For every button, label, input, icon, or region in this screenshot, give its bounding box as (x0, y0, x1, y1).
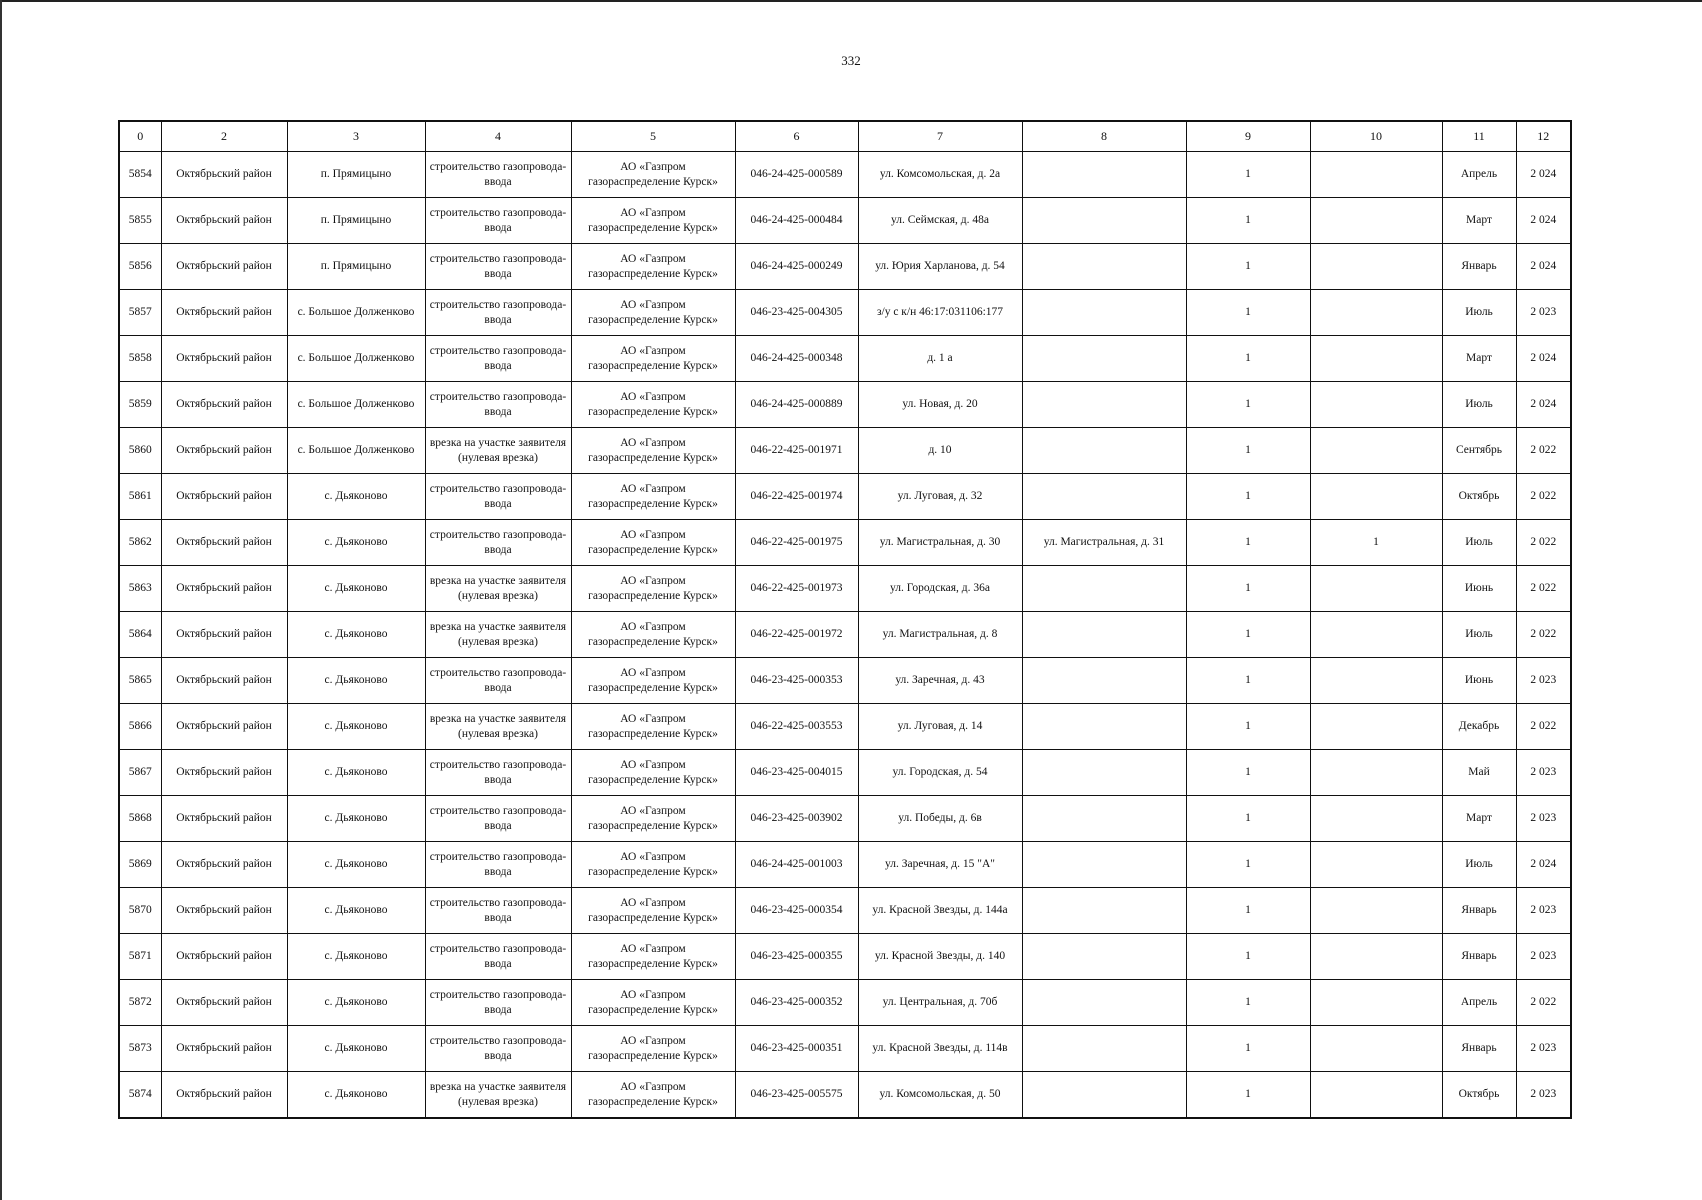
cell-number: 5856 (119, 244, 161, 290)
cell-application-id: 046-23-425-004305 (735, 290, 858, 336)
cell-count-extra: 1 (1310, 520, 1442, 566)
cell-month: Июль (1442, 612, 1516, 658)
cell-count-extra (1310, 152, 1442, 198)
cell-address-extra (1022, 1072, 1186, 1119)
cell-count: 1 (1186, 474, 1310, 520)
table-row (119, 566, 1571, 612)
cell-year: 2 023 (1516, 888, 1571, 934)
cell-application-id: 046-24-425-000348 (735, 336, 858, 382)
cell-organization: АО «Газпром газораспределение Курск» (571, 888, 735, 934)
cell-work-type: строительство газопровода-ввода (425, 842, 571, 888)
cell-number: 5862 (119, 520, 161, 566)
cell-settlement: с. Дьяконово (287, 520, 425, 566)
cell-settlement: с. Дьяконово (287, 842, 425, 888)
cell-month: Март (1442, 336, 1516, 382)
cell-address-extra (1022, 198, 1186, 244)
cell-district: Октябрьский район (161, 704, 287, 750)
cell-address: д. 1 а (858, 336, 1022, 382)
cell-address: з/у с к/н 46:17:031106:177 (858, 290, 1022, 336)
cell-organization: АО «Газпром газораспределение Курск» (571, 842, 735, 888)
cell-district: Октябрьский район (161, 566, 287, 612)
cell-work-type: строительство газопровода-ввода (425, 336, 571, 382)
register-table (118, 120, 1572, 1119)
cell-month: Январь (1442, 934, 1516, 980)
cell-count: 1 (1186, 888, 1310, 934)
cell-address: ул. Магистральная, д. 30 (858, 520, 1022, 566)
cell-address-extra: ул. Магистральная, д. 31 (1022, 520, 1186, 566)
cell-organization: АО «Газпром газораспределение Курск» (571, 382, 735, 428)
table-row (119, 474, 1571, 520)
cell-settlement: с. Дьяконово (287, 1072, 425, 1119)
cell-year: 2 022 (1516, 704, 1571, 750)
cell-settlement: с. Большое Долженково (287, 382, 425, 428)
cell-year: 2 023 (1516, 750, 1571, 796)
cell-count-extra (1310, 888, 1442, 934)
cell-application-id: 046-23-425-005575 (735, 1072, 858, 1119)
cell-month: Июль (1442, 382, 1516, 428)
column-header-col-settlement: 3 (287, 121, 425, 152)
cell-application-id: 046-22-425-001972 (735, 612, 858, 658)
cell-count-extra (1310, 1026, 1442, 1072)
cell-application-id: 046-23-425-000352 (735, 980, 858, 1026)
cell-application-id: 046-23-425-000353 (735, 658, 858, 704)
cell-district: Октябрьский район (161, 152, 287, 198)
cell-address: д. 10 (858, 428, 1022, 474)
cell-count: 1 (1186, 566, 1310, 612)
cell-organization: АО «Газпром газораспределение Курск» (571, 566, 735, 612)
cell-count-extra (1310, 198, 1442, 244)
cell-count: 1 (1186, 290, 1310, 336)
cell-organization: АО «Газпром газораспределение Курск» (571, 152, 735, 198)
cell-number: 5865 (119, 658, 161, 704)
cell-settlement: с. Дьяконово (287, 474, 425, 520)
cell-organization: АО «Газпром газораспределение Курск» (571, 704, 735, 750)
cell-address: ул. Красной Звезды, д. 140 (858, 934, 1022, 980)
cell-work-type: строительство газопровода-ввода (425, 152, 571, 198)
cell-address: ул. Центральная, д. 70б (858, 980, 1022, 1026)
cell-count-extra (1310, 842, 1442, 888)
cell-work-type: строительство газопровода-ввода (425, 382, 571, 428)
cell-work-type: строительство газопровода-ввода (425, 198, 571, 244)
column-header-col-month: 11 (1442, 121, 1516, 152)
cell-application-id: 046-22-425-001974 (735, 474, 858, 520)
cell-organization: АО «Газпром газораспределение Курск» (571, 428, 735, 474)
cell-district: Октябрьский район (161, 520, 287, 566)
table-row (119, 1072, 1571, 1119)
cell-settlement: с. Дьяконово (287, 658, 425, 704)
cell-application-id: 046-23-425-000354 (735, 888, 858, 934)
cell-year: 2 022 (1516, 566, 1571, 612)
column-header-col-address-extra: 8 (1022, 121, 1186, 152)
cell-year: 2 024 (1516, 842, 1571, 888)
cell-address: ул. Комсомольская, д. 50 (858, 1072, 1022, 1119)
cell-number: 5864 (119, 612, 161, 658)
scan-edge-left (0, 0, 2, 1200)
cell-district: Октябрьский район (161, 336, 287, 382)
table-header (119, 121, 1571, 152)
cell-address: ул. Новая, д. 20 (858, 382, 1022, 428)
cell-number: 5860 (119, 428, 161, 474)
cell-organization: АО «Газпром газораспределение Курск» (571, 244, 735, 290)
cell-organization: АО «Газпром газораспределение Курск» (571, 750, 735, 796)
table-row (119, 980, 1571, 1026)
cell-address-extra (1022, 704, 1186, 750)
cell-address: ул. Сеймская, д. 48а (858, 198, 1022, 244)
cell-organization: АО «Газпром газораспределение Курск» (571, 474, 735, 520)
cell-year: 2 023 (1516, 658, 1571, 704)
cell-count-extra (1310, 704, 1442, 750)
cell-address-extra (1022, 750, 1186, 796)
cell-district: Октябрьский район (161, 198, 287, 244)
page-number: 332 (841, 53, 861, 68)
column-header-col-address: 7 (858, 121, 1022, 152)
cell-count-extra (1310, 428, 1442, 474)
cell-count: 1 (1186, 336, 1310, 382)
cell-district: Октябрьский район (161, 980, 287, 1026)
cell-year: 2 022 (1516, 428, 1571, 474)
table-row (119, 934, 1571, 980)
cell-application-id: 046-22-425-001973 (735, 566, 858, 612)
cell-settlement: с. Дьяконово (287, 1026, 425, 1072)
header-row (119, 121, 1571, 152)
table-row (119, 704, 1571, 750)
cell-application-id: 046-23-425-000355 (735, 934, 858, 980)
cell-month: Декабрь (1442, 704, 1516, 750)
cell-address: ул. Заречная, д. 43 (858, 658, 1022, 704)
cell-address-extra (1022, 1026, 1186, 1072)
cell-settlement: с. Большое Долженково (287, 290, 425, 336)
cell-number: 5866 (119, 704, 161, 750)
cell-address-extra (1022, 842, 1186, 888)
cell-count-extra (1310, 658, 1442, 704)
cell-number: 5861 (119, 474, 161, 520)
table-body (119, 152, 1571, 1119)
cell-year: 2 023 (1516, 290, 1571, 336)
cell-application-id: 046-23-425-004015 (735, 750, 858, 796)
cell-application-id: 046-24-425-000589 (735, 152, 858, 198)
cell-month: Июль (1442, 520, 1516, 566)
cell-work-type: врезка на участке заявителя (нулевая врезка) (425, 612, 571, 658)
cell-organization: АО «Газпром газораспределение Курск» (571, 658, 735, 704)
cell-address: ул. Юрия Харланова, д. 54 (858, 244, 1022, 290)
cell-address-extra (1022, 566, 1186, 612)
cell-count: 1 (1186, 244, 1310, 290)
cell-organization: АО «Газпром газораспределение Курск» (571, 290, 735, 336)
cell-district: Октябрьский район (161, 750, 287, 796)
table-row (119, 520, 1571, 566)
table-row (119, 750, 1571, 796)
cell-address: ул. Городская, д. 36а (858, 566, 1022, 612)
cell-count: 1 (1186, 520, 1310, 566)
cell-month: Март (1442, 198, 1516, 244)
cell-year: 2 024 (1516, 244, 1571, 290)
cell-address-extra (1022, 290, 1186, 336)
cell-address-extra (1022, 382, 1186, 428)
cell-count-extra (1310, 474, 1442, 520)
cell-count: 1 (1186, 934, 1310, 980)
cell-count-extra (1310, 336, 1442, 382)
cell-number: 5863 (119, 566, 161, 612)
cell-work-type: строительство газопровода-ввода (425, 750, 571, 796)
cell-count-extra (1310, 290, 1442, 336)
cell-organization: АО «Газпром газораспределение Курск» (571, 612, 735, 658)
cell-settlement: с. Дьяконово (287, 796, 425, 842)
cell-district: Октябрьский район (161, 796, 287, 842)
cell-number: 5857 (119, 290, 161, 336)
cell-year: 2 023 (1516, 934, 1571, 980)
cell-count: 1 (1186, 428, 1310, 474)
cell-year: 2 024 (1516, 336, 1571, 382)
cell-address-extra (1022, 888, 1186, 934)
cell-number: 5870 (119, 888, 161, 934)
cell-address: ул. Комсомольская, д. 2а (858, 152, 1022, 198)
cell-year: 2 022 (1516, 474, 1571, 520)
cell-organization: АО «Газпром газораспределение Курск» (571, 336, 735, 382)
cell-work-type: строительство газопровода-ввода (425, 888, 571, 934)
cell-address: ул. Красной Звезды, д. 144а (858, 888, 1022, 934)
cell-settlement: с. Дьяконово (287, 980, 425, 1026)
cell-number: 5867 (119, 750, 161, 796)
cell-work-type: врезка на участке заявителя (нулевая врезка) (425, 704, 571, 750)
table-row (119, 658, 1571, 704)
cell-count-extra (1310, 796, 1442, 842)
cell-work-type: строительство газопровода-ввода (425, 1026, 571, 1072)
cell-settlement: с. Дьяконово (287, 704, 425, 750)
cell-address-extra (1022, 152, 1186, 198)
cell-organization: АО «Газпром газораспределение Курск» (571, 980, 735, 1026)
cell-number: 5858 (119, 336, 161, 382)
table-row (119, 612, 1571, 658)
cell-organization: АО «Газпром газораспределение Курск» (571, 198, 735, 244)
cell-work-type: строительство газопровода-ввода (425, 980, 571, 1026)
cell-month: Июль (1442, 290, 1516, 336)
cell-month: Октябрь (1442, 474, 1516, 520)
cell-month: Январь (1442, 1026, 1516, 1072)
cell-address-extra (1022, 796, 1186, 842)
cell-address-extra (1022, 658, 1186, 704)
cell-count-extra (1310, 750, 1442, 796)
cell-work-type: строительство газопровода-ввода (425, 658, 571, 704)
cell-year: 2 022 (1516, 520, 1571, 566)
cell-organization: АО «Газпром газораспределение Курск» (571, 1072, 735, 1119)
cell-application-id: 046-22-425-001971 (735, 428, 858, 474)
cell-district: Октябрьский район (161, 382, 287, 428)
cell-count-extra (1310, 934, 1442, 980)
table-row (119, 382, 1571, 428)
cell-application-id: 046-24-425-000249 (735, 244, 858, 290)
cell-work-type: строительство газопровода-ввода (425, 244, 571, 290)
cell-number: 5869 (119, 842, 161, 888)
cell-count: 1 (1186, 842, 1310, 888)
cell-count: 1 (1186, 796, 1310, 842)
cell-district: Октябрьский район (161, 888, 287, 934)
cell-month: Март (1442, 796, 1516, 842)
table-row (119, 428, 1571, 474)
cell-application-id: 046-22-425-001975 (735, 520, 858, 566)
cell-work-type: строительство газопровода-ввода (425, 796, 571, 842)
cell-work-type: врезка на участке заявителя (нулевая врезка) (425, 566, 571, 612)
cell-address: ул. Луговая, д. 32 (858, 474, 1022, 520)
cell-organization: АО «Газпром газораспределение Курск» (571, 796, 735, 842)
cell-month: Июнь (1442, 566, 1516, 612)
cell-work-type: строительство газопровода-ввода (425, 474, 571, 520)
cell-district: Октябрьский район (161, 658, 287, 704)
scan-edge-top (0, 0, 1702, 2)
cell-district: Октябрьский район (161, 842, 287, 888)
cell-organization: АО «Газпром газораспределение Курск» (571, 934, 735, 980)
cell-year: 2 023 (1516, 796, 1571, 842)
cell-month: Сентябрь (1442, 428, 1516, 474)
cell-count-extra (1310, 1072, 1442, 1119)
cell-work-type: врезка на участке заявителя (нулевая врезка) (425, 1072, 571, 1119)
cell-address-extra (1022, 474, 1186, 520)
cell-count: 1 (1186, 1026, 1310, 1072)
column-header-col-count: 9 (1186, 121, 1310, 152)
cell-address-extra (1022, 980, 1186, 1026)
cell-address: ул. Заречная, д. 15 "А" (858, 842, 1022, 888)
cell-district: Октябрьский район (161, 1072, 287, 1119)
cell-year: 2 023 (1516, 1026, 1571, 1072)
cell-count-extra (1310, 980, 1442, 1026)
cell-month: Май (1442, 750, 1516, 796)
cell-count: 1 (1186, 152, 1310, 198)
cell-number: 5873 (119, 1026, 161, 1072)
cell-year: 2 024 (1516, 152, 1571, 198)
cell-address: ул. Городская, д. 54 (858, 750, 1022, 796)
cell-settlement: с. Дьяконово (287, 566, 425, 612)
cell-month: Июнь (1442, 658, 1516, 704)
cell-application-id: 046-24-425-001003 (735, 842, 858, 888)
cell-number: 5872 (119, 980, 161, 1026)
table-row (119, 244, 1571, 290)
cell-month: Октябрь (1442, 1072, 1516, 1119)
cell-number: 5859 (119, 382, 161, 428)
cell-settlement: с. Дьяконово (287, 934, 425, 980)
cell-count-extra (1310, 382, 1442, 428)
cell-month: Январь (1442, 244, 1516, 290)
cell-work-type: строительство газопровода-ввода (425, 520, 571, 566)
cell-address-extra (1022, 244, 1186, 290)
cell-district: Октябрьский район (161, 428, 287, 474)
column-header-col-organization: 5 (571, 121, 735, 152)
cell-district: Октябрьский район (161, 244, 287, 290)
cell-work-type: строительство газопровода-ввода (425, 290, 571, 336)
cell-district: Октябрьский район (161, 1026, 287, 1072)
cell-count: 1 (1186, 382, 1310, 428)
cell-year: 2 022 (1516, 980, 1571, 1026)
cell-number: 5874 (119, 1072, 161, 1119)
cell-count-extra (1310, 244, 1442, 290)
cell-settlement: с. Дьяконово (287, 750, 425, 796)
cell-settlement: п. Прямицыно (287, 152, 425, 198)
cell-address-extra (1022, 336, 1186, 382)
cell-number: 5871 (119, 934, 161, 980)
cell-settlement: с. Большое Долженково (287, 336, 425, 382)
column-header-col-application-id: 6 (735, 121, 858, 152)
cell-settlement: с. Дьяконово (287, 612, 425, 658)
cell-count: 1 (1186, 658, 1310, 704)
cell-address-extra (1022, 612, 1186, 658)
cell-district: Октябрьский район (161, 290, 287, 336)
cell-application-id: 046-24-425-000889 (735, 382, 858, 428)
cell-settlement: п. Прямицыно (287, 198, 425, 244)
cell-month: Апрель (1442, 980, 1516, 1026)
column-header-col-count-extra: 10 (1310, 121, 1442, 152)
cell-address: ул. Магистральная, д. 8 (858, 612, 1022, 658)
cell-address: ул. Красной Звезды, д. 114в (858, 1026, 1022, 1072)
cell-year: 2 022 (1516, 612, 1571, 658)
table-row (119, 198, 1571, 244)
cell-count: 1 (1186, 612, 1310, 658)
cell-year: 2 024 (1516, 198, 1571, 244)
table-row (119, 888, 1571, 934)
cell-year: 2 024 (1516, 382, 1571, 428)
cell-count: 1 (1186, 1072, 1310, 1119)
cell-count: 1 (1186, 750, 1310, 796)
cell-district: Октябрьский район (161, 474, 287, 520)
cell-month: Июль (1442, 842, 1516, 888)
cell-application-id: 046-23-425-003902 (735, 796, 858, 842)
table-row (119, 1026, 1571, 1072)
cell-application-id: 046-24-425-000484 (735, 198, 858, 244)
cell-month: Январь (1442, 888, 1516, 934)
cell-organization: АО «Газпром газораспределение Курск» (571, 1026, 735, 1072)
cell-application-id: 046-22-425-003553 (735, 704, 858, 750)
cell-number: 5868 (119, 796, 161, 842)
table-row (119, 842, 1571, 888)
cell-settlement: с. Большое Долженково (287, 428, 425, 474)
cell-count: 1 (1186, 704, 1310, 750)
column-header-col-district: 2 (161, 121, 287, 152)
cell-count-extra (1310, 566, 1442, 612)
cell-address: ул. Луговая, д. 14 (858, 704, 1022, 750)
cell-count: 1 (1186, 980, 1310, 1026)
cell-application-id: 046-23-425-000351 (735, 1026, 858, 1072)
cell-count-extra (1310, 612, 1442, 658)
table-row (119, 336, 1571, 382)
cell-address-extra (1022, 428, 1186, 474)
cell-district: Октябрьский район (161, 612, 287, 658)
column-header-col-number: 0 (119, 121, 161, 152)
cell-district: Октябрьский район (161, 934, 287, 980)
cell-year: 2 023 (1516, 1072, 1571, 1119)
cell-work-type: строительство газопровода-ввода (425, 934, 571, 980)
cell-number: 5854 (119, 152, 161, 198)
table-row (119, 290, 1571, 336)
cell-work-type: врезка на участке заявителя (нулевая врезка) (425, 428, 571, 474)
column-header-col-work-type: 4 (425, 121, 571, 152)
cell-organization: АО «Газпром газораспределение Курск» (571, 520, 735, 566)
cell-count: 1 (1186, 198, 1310, 244)
table-row (119, 152, 1571, 198)
cell-month: Апрель (1442, 152, 1516, 198)
cell-settlement: п. Прямицыно (287, 244, 425, 290)
column-header-col-year: 12 (1516, 121, 1571, 152)
cell-address-extra (1022, 934, 1186, 980)
cell-settlement: с. Дьяконово (287, 888, 425, 934)
cell-address: ул. Победы, д. 6в (858, 796, 1022, 842)
cell-number: 5855 (119, 198, 161, 244)
table-row (119, 796, 1571, 842)
